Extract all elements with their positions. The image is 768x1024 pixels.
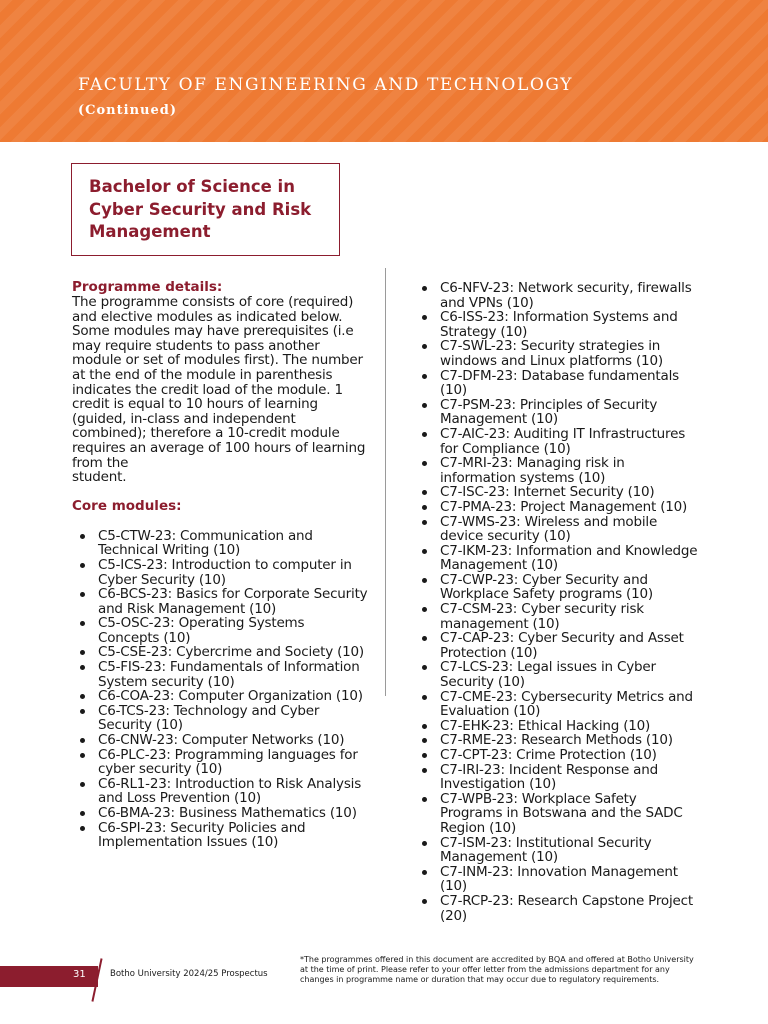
publication-name: Botho University 2024/25 Prospectus [110, 969, 268, 979]
bullet-icon [80, 709, 85, 714]
module-text: C7-CME-23: Cybersecurity Metrics and Evaluation (10) [440, 688, 693, 720]
module-text: C7-IKM-23: Information and Knowledge Management (10) [440, 542, 698, 574]
bullet-icon [422, 768, 427, 773]
module-text: C7-ISM-23: Institutional Security Management (10) [440, 834, 652, 866]
module-text: C7-INM-23: Innovation Management (10) [440, 863, 678, 895]
module-text: C7-WMS-23: Wireless and mobile device security (10) [440, 513, 658, 545]
module-item [418, 894, 703, 923]
accreditation-footnote: *The programmes offered in this document are accredited by BQA and offered at Botho University at the time of print. Please refer to your offer letter from the admissions department for any changes in programme name or duration that may occur due to regulatory requirements. [300, 955, 694, 984]
module-text: C7-CPT-23: Crime Protection (10) [440, 747, 657, 763]
bullet-icon [80, 650, 85, 655]
bullet-icon [80, 563, 85, 568]
module-text: C7-RCP-23: Research Capstone Project (20) [440, 892, 693, 924]
bullet-icon [422, 738, 427, 743]
module-item [418, 427, 703, 456]
bullet-icon [80, 738, 85, 743]
bullet-icon [422, 505, 427, 510]
module-item [72, 821, 368, 850]
bullet-icon [422, 841, 427, 846]
bullet-icon [80, 621, 85, 626]
left-column [72, 280, 368, 850]
module-item [418, 836, 703, 865]
bullet-icon [422, 461, 427, 466]
module-text: C6-PLC-23: Programming languages for cyber security (10) [98, 746, 358, 778]
bullet-icon [422, 636, 427, 641]
programme-title: Bachelor of Science in Cyber Security and Risk Management [89, 177, 312, 241]
programme-details-text-end: student. [72, 469, 127, 486]
bullet-icon [422, 870, 427, 875]
module-text: C7-MRI-23: Managing risk in information systems (10) [440, 455, 625, 486]
bullet-icon [422, 797, 427, 802]
module-text: C5-FIS-23: Fundamentals of Information System security (10) [98, 659, 360, 690]
module-text: C7-CAP-23: Cyber Security and Asset Protection (10) [440, 630, 684, 661]
programme-details-heading: Programme details: [72, 279, 223, 295]
bullet-icon [422, 724, 427, 729]
module-text: C7-RME-23: Research Methods (10) [440, 732, 673, 749]
module-item [72, 558, 368, 587]
bullet-icon [422, 374, 427, 379]
bullet-icon [80, 665, 85, 670]
bullet-icon [80, 534, 85, 539]
module-text: C7-LCS-23: Legal issues in Cyber Security (10) [440, 659, 656, 691]
module-text: C6-SPI-23: Security Policies and Implementation Issues (10) [98, 819, 306, 851]
module-text: C6-ISS-23: Information Systems and Strategy (10) [440, 309, 678, 340]
module-text: C7-CWP-23: Cyber Security and Workplace Safety programs (10) [440, 571, 653, 603]
module-text: C7-CSM-23: Cyber security risk management (10) [440, 601, 644, 632]
bullet-icon [80, 694, 85, 699]
module-item [418, 733, 703, 748]
module-item [418, 500, 703, 515]
module-item [418, 339, 703, 368]
module-item [72, 748, 368, 777]
bullet-icon [422, 899, 427, 904]
module-text: C7-PMA-23: Project Management (10) [440, 498, 688, 515]
core-modules-heading: Core modules: [72, 497, 182, 514]
module-item [418, 660, 703, 689]
module-item [418, 515, 703, 544]
module-item [418, 690, 703, 719]
module-item [72, 529, 368, 558]
module-item [418, 544, 703, 573]
module-item [418, 573, 703, 602]
module-text: C7-ISC-23: Internet Security (10) [440, 484, 655, 501]
module-item [418, 748, 703, 763]
bullet-icon [422, 607, 427, 612]
right-column [418, 281, 703, 923]
module-text: C6-TCS-23: Technology and Cyber Security (10) [98, 702, 320, 734]
module-text: C6-BMA-23: Business Mathematics (10) [98, 805, 357, 821]
continued-label: (Continued) [78, 103, 177, 118]
bullet-icon [422, 315, 427, 320]
bullet-icon [80, 826, 85, 831]
bullet-icon [422, 695, 427, 700]
module-item [418, 485, 703, 500]
module-text: C7-SWL-23: Security strategies in windows and Linux platforms (10) [440, 338, 663, 369]
module-text: C6-COA-23: Computer Organization (10) [98, 688, 363, 705]
module-text: C7-IRI-23: Incident Response and Investigation (10) [440, 761, 658, 793]
module-text: C5-CSE-23: Cybercrime and Society (10) [98, 644, 364, 661]
bullet-icon [422, 578, 427, 583]
module-item [418, 602, 703, 631]
module-item [72, 645, 368, 660]
module-text: C5-ICS-23: Introduction to computer in Cyber Security (10) [98, 556, 352, 588]
bullet-icon [422, 753, 427, 758]
module-text: C7-DFM-23: Database fundamentals (10) [440, 367, 679, 399]
bullet-icon [422, 403, 427, 408]
bullet-icon [422, 286, 427, 291]
bullet-icon [422, 432, 427, 437]
module-item [418, 281, 703, 310]
bullet-icon [422, 344, 427, 349]
programme-title-box [71, 163, 340, 256]
module-text: C7-EHK-23: Ethical Hacking (10) [440, 717, 651, 734]
module-item [418, 369, 703, 398]
module-text: C7-PSM-23: Principles of Security Management (10) [440, 396, 658, 428]
module-item [418, 310, 703, 339]
module-item [72, 660, 368, 689]
core-modules-list-left [72, 529, 368, 850]
module-text: C5-OSC-23: Operating Systems Concepts (10) [98, 615, 305, 646]
programme-details-text: The programme consists of core (required) and elective modules as indicated below. Some modules may have prerequisites (i.e may require students to pass another module or set of modules first). The number at the end of the module in parenthesis indicates the credit load of the module. 1 credit is equal to 10 hours of learning (guided, in-class and independent combined); therefore a 10-credit module requires an average of 100 hours of learning from the [72, 294, 366, 471]
module-item [72, 587, 368, 616]
module-item [418, 763, 703, 792]
bullet-icon [422, 520, 427, 525]
page-header-banner [0, 0, 768, 142]
module-item [72, 704, 368, 733]
module-text: C6-BCS-23: Basics for Corporate Security and Risk Management (10) [98, 586, 368, 617]
module-item [418, 631, 703, 660]
module-text: C6-CNW-23: Computer Networks (10) [98, 732, 345, 749]
module-text: C6-NFV-23: Network security, firewalls and VPNs (10) [440, 280, 692, 311]
module-item [418, 792, 703, 836]
column-divider [385, 268, 386, 696]
module-item [418, 456, 703, 485]
module-text: C7-WPB-23: Workplace Safety Programs in Botswana and the SADC Region (10) [440, 790, 683, 836]
bullet-icon [80, 811, 85, 816]
module-item [418, 398, 703, 427]
module-item [72, 733, 368, 748]
module-text: C6-RL1-23: Introduction to Risk Analysis and Loss Prevention (10) [98, 775, 362, 807]
bullet-icon [422, 549, 427, 554]
bullet-icon [80, 782, 85, 787]
page-number: 31 [73, 969, 86, 980]
module-item [418, 865, 703, 894]
bullet-icon [80, 753, 85, 758]
module-item [418, 719, 703, 734]
module-item [72, 777, 368, 806]
faculty-title: FACULTY OF ENGINEERING AND TECHNOLOGY [78, 75, 574, 95]
core-modules-list-right [418, 281, 703, 923]
bullet-icon [422, 490, 427, 495]
module-item [72, 616, 368, 645]
bullet-icon [80, 592, 85, 597]
module-text: C5-CTW-23: Communication and Technical Writing (10) [98, 527, 313, 559]
bullet-icon [422, 665, 427, 670]
module-item [72, 806, 368, 821]
module-item [72, 689, 368, 704]
module-text: C7-AIC-23: Auditing IT Infrastructures for Compliance (10) [440, 425, 686, 457]
